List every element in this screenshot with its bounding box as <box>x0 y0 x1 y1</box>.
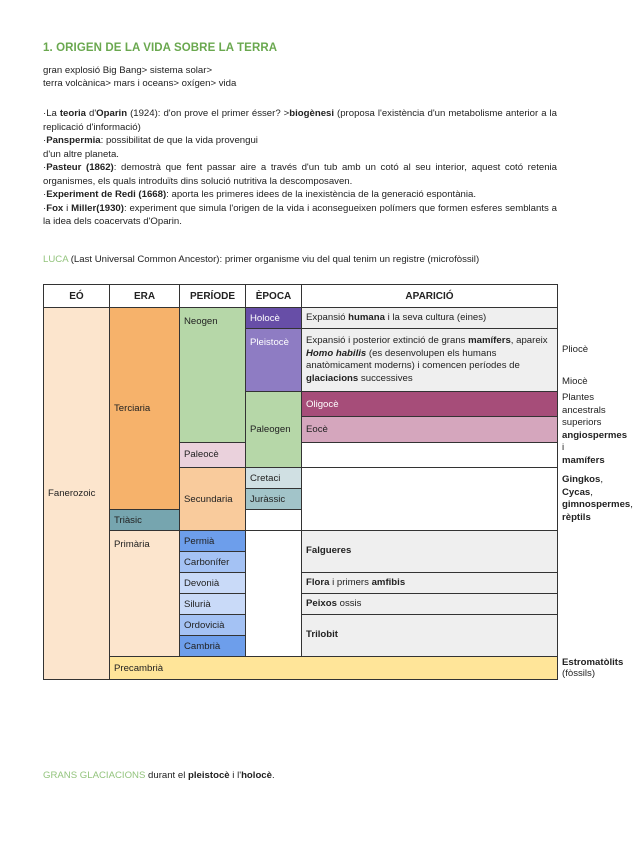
eo-fanerozoic: Fanerozoic <box>44 308 110 680</box>
era-secundaria: Secundaria <box>180 468 246 531</box>
intro-block <box>43 64 236 90</box>
intro-line-2: terra volcànica> mars i oceans> oxígen> vida <box>43 78 237 89</box>
table-row: Secundaria Cretaci Gingkos, Cycas, gimnospermes, rèptils <box>44 468 558 489</box>
period-devonia: Devonià <box>180 573 246 594</box>
apar-devonia: Flora i primers amfibis <box>302 573 558 594</box>
period-jurassic: Juràssic <box>246 489 302 510</box>
page-title: 1. ORIGEN DE LA VIDA SOBRE LA TERRA <box>43 42 278 54</box>
epoch-oligoce: Oligocè <box>302 392 558 417</box>
pasteur-paragraph: ·Pasteur (1862): demostrà que fent passar aire a través d'un tub amb un cotó al seu interior, aquest cotó retenia organismes, els quals introduïts dins solució nutritiva la descomposaven. <box>43 162 557 187</box>
apar-holoce: Expansió humana i la seva cultura (eines) <box>302 308 558 329</box>
apar-falgueres: Falgueres <box>302 531 558 573</box>
period-ordovicia: Ordovicià <box>180 615 246 636</box>
epoch-pleistoce: Pleistocè <box>246 329 302 392</box>
apar-trilobit: Trilobit <box>302 615 558 657</box>
luca-label: LUCA <box>43 254 69 265</box>
period-cretaci: Cretaci <box>246 468 302 489</box>
period-neogen: Neogen <box>180 308 246 443</box>
header-era: ERA <box>110 285 180 308</box>
epoch-empty-secundaria <box>302 468 558 531</box>
apar-siluria: Peixos ossis <box>302 594 558 615</box>
period-cambria: Cambrià <box>180 636 246 657</box>
table-row: Pliocè <box>562 344 589 355</box>
table-row: Miocè <box>562 375 588 387</box>
panspermia-paragraph: ·Panspermia: possibilitat de que la vida provengui d'un altre planeta. <box>43 135 258 160</box>
era-primaria: Primària <box>110 531 180 657</box>
table-row <box>44 531 558 552</box>
epoch-holoce: Holocè <box>246 308 302 329</box>
apar-pleistoce: Expansió i posterior extinció de grans mamífers, apareix Homo habilis (es desenvolupen els humans anatòmicament moderns) i comencen períodes de glaciacions successives <box>302 329 558 392</box>
header-eo: EÓ <box>44 285 110 308</box>
redi-paragraph: ·Experiment de Redi (1668): aporta les primeres idees de la inexistència de la generació espontània. <box>43 189 477 200</box>
oparin-paragraph: ·La teoria d'Oparin (1924): d'on prove el primer ésser? >biogènesi (proposa l'existència d'un metabolisme anterior a la replicació d'informació) <box>43 108 557 133</box>
fox-miller-paragraph: ·Fox i Miller(1930): experiment que simula l'origen de la vida i aconsegueixen polímers que formen esferes semblants a la idea dels coacervats d'Oparin. <box>43 202 557 227</box>
header-aparicio: APARICIÓ <box>302 285 558 308</box>
epoch-empty-primaria <box>246 531 302 657</box>
era-terciaria: Terciaria <box>110 308 180 510</box>
definitions-block <box>43 107 557 229</box>
epoch-eoce: Eocè <box>302 417 558 442</box>
table-row: Precambrià Estromatòlits (fòssils) <box>44 657 558 680</box>
period-triasic: Triàsic <box>110 510 180 531</box>
luca-line: LUCA (Last Universal Common Ancestor): primer organisme viu del qual tenim un registre (microfòssil) <box>43 254 480 265</box>
table-row <box>44 308 558 329</box>
period-paleogen: Paleogen <box>246 392 302 468</box>
epoch-paleoce: Paleocè <box>180 442 246 467</box>
table-header-row <box>44 285 558 308</box>
table-row: Paleogen Oligocè Plantes ancestrals superiors angiospermes i mamífers <box>44 392 558 417</box>
eon-precambria: Precambrià <box>110 657 558 680</box>
period-siluria: Silurià <box>180 594 246 615</box>
glaciations-note: GRANS GLACIACIONS durant el pleistocè i l'holocè. <box>43 770 275 781</box>
geologic-timescale-table <box>43 284 633 680</box>
period-permia: Permià <box>180 531 246 552</box>
glaciations-label: GRANS GLACIACIONS <box>43 770 146 781</box>
intro-line-1: gran explosió Big Bang> sistema solar> <box>43 65 213 76</box>
header-epoca: ÈPOCA <box>246 285 302 308</box>
header-periode: PERÍODE <box>180 285 246 308</box>
period-carbonifer: Carbonífer <box>180 552 246 573</box>
